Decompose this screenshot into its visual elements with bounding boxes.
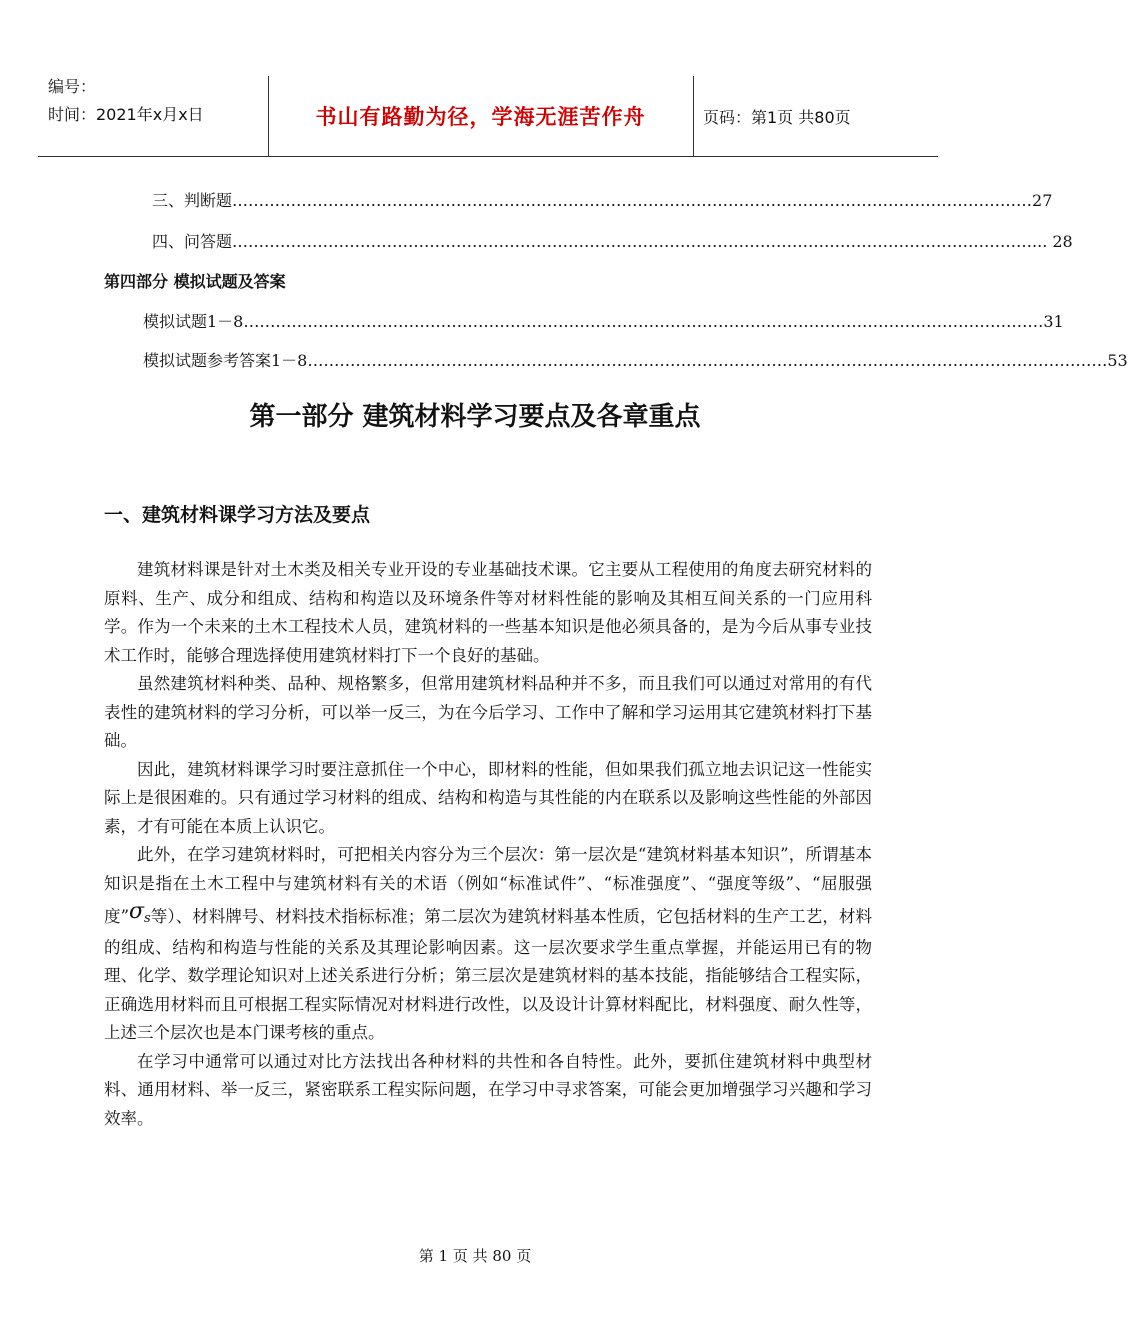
toc-item-page: 53 bbox=[1107, 351, 1128, 370]
toc-item-label: 模拟试题1－8 bbox=[143, 312, 244, 331]
paragraph bbox=[104, 841, 872, 1048]
toc-leader: …………………………………………………………………………………………………………………………………… bbox=[232, 232, 1033, 251]
paragraph: 建筑材料课是针对土木类及相关专业开设的专业基础技术课。它主要从工程使用的角度去研究材料的原料、生产、成分和组成、结构和构造以及环境条件等对材料性能的影响及其相互间关系的一门应用科学。作为一个未来的土木工程技术人员，建筑材料的一些基本知识是他必须具备的，是为今后从事专业技术工作时，能够合理选择使用建筑材料打下一个良好的基础。 bbox=[104, 560, 872, 665]
header-meta bbox=[38, 76, 268, 156]
main-title: 第一部分 建筑材料学习要点及各章重点 bbox=[249, 402, 701, 432]
toc-item-label: 模拟试题参考答案1－8 bbox=[143, 351, 308, 370]
toc-item-page: 31 bbox=[1043, 312, 1064, 331]
toc-leader: …………………………………………………………………………………………………………………………………… bbox=[307, 351, 1108, 370]
toc-part-title[interactable]: 第四部分 模拟试题及答案 bbox=[104, 272, 286, 291]
section-title: 一、建筑材料课学习方法及要点 bbox=[104, 504, 371, 526]
toc-item[interactable] bbox=[143, 348, 1128, 371]
toc-item[interactable] bbox=[143, 309, 1064, 332]
paragraph: 因此，建筑材料课学习时要注意抓住一个中心，即材料的性能，但如果我们孤立地去识记这一性能实际上是很困难的。只有通过学习材料的组成、结构和构造与其性能的内在联系以及影响这些性能的外部因素，才有可能在本质上认识它。 bbox=[104, 759, 872, 836]
paragraph: 在学习中通常可以通过对比方法找出各种材料的共性和各自特性。此外，要抓住建筑材料中典型材料、通用材料、举一反三，紧密联系工程实际问题，在学习中寻求答案，可能会更加增强学习兴趣和学习效率。 bbox=[104, 1051, 872, 1128]
toc-item-page: 27 bbox=[1032, 191, 1053, 210]
toc-item-label: 三、判断题 bbox=[152, 191, 233, 210]
time-label: 时间：2021年x月x日 bbox=[48, 105, 204, 124]
toc-item-label: 四、问答题 bbox=[152, 232, 233, 251]
sigma-subscript: s bbox=[144, 911, 151, 926]
sigma-symbol: σ bbox=[129, 899, 145, 924]
header-page-info: 页码：第1页 共80页 bbox=[703, 107, 851, 127]
number-label: 编号： bbox=[48, 77, 97, 96]
page-footer: 第 1 页 共 80 页 bbox=[418, 1247, 532, 1265]
paragraph-text: 等）、材料牌号、材料技术指标标准；第二层次为建筑材料基本性质，它包括材料的生产工艺，材料的组成、结构和构造与性能的关系及其理论影响因素。这一层次要求学生重点掌握，并能运用已有的物理、化学、数学理论知识对上述关系进行分析；第三层次是建筑材料的基本技能，指能够结合工程实际，正确选用材料而且可根据工程实际情况对材料进行改性，以及设计计算材料配比，材料强度、耐久性等，上述三个层次也是本门课考核的重点。 bbox=[104, 907, 872, 1042]
toc-item[interactable] bbox=[152, 188, 1053, 211]
paragraph: 虽然建筑材料种类、品种、规格繁多，但常用建筑材料品种并不多，而且我们可以通过对常用的有代表性的建筑材料的学习分析，可以举一反三，为在今后学习、工作中了解和学习运用其它建筑材料打下基础。 bbox=[104, 674, 872, 750]
header-motto: 书山有路勤为径，学海无涯苦作舟 bbox=[315, 104, 646, 129]
toc-leader: …………………………………………………………………………………………………………………………………… bbox=[232, 191, 1033, 210]
body-text bbox=[104, 556, 872, 1133]
paragraph-text: 此外，在学习建筑材料时，可把相关内容分为三个层次：第一层次是“建筑材料基本知识”，所谓基本知识是指在土木工程中与建筑材料有关的术语（例如“标准试件”、“标准强度”、“强度等级”、“屈服强度” bbox=[104, 845, 872, 926]
toc-item-page: ... 28 bbox=[1032, 232, 1073, 251]
page-header bbox=[38, 76, 938, 157]
toc-leader: …………………………………………………………………………………………………………………………………… bbox=[243, 312, 1044, 331]
toc-item[interactable] bbox=[152, 229, 1073, 252]
